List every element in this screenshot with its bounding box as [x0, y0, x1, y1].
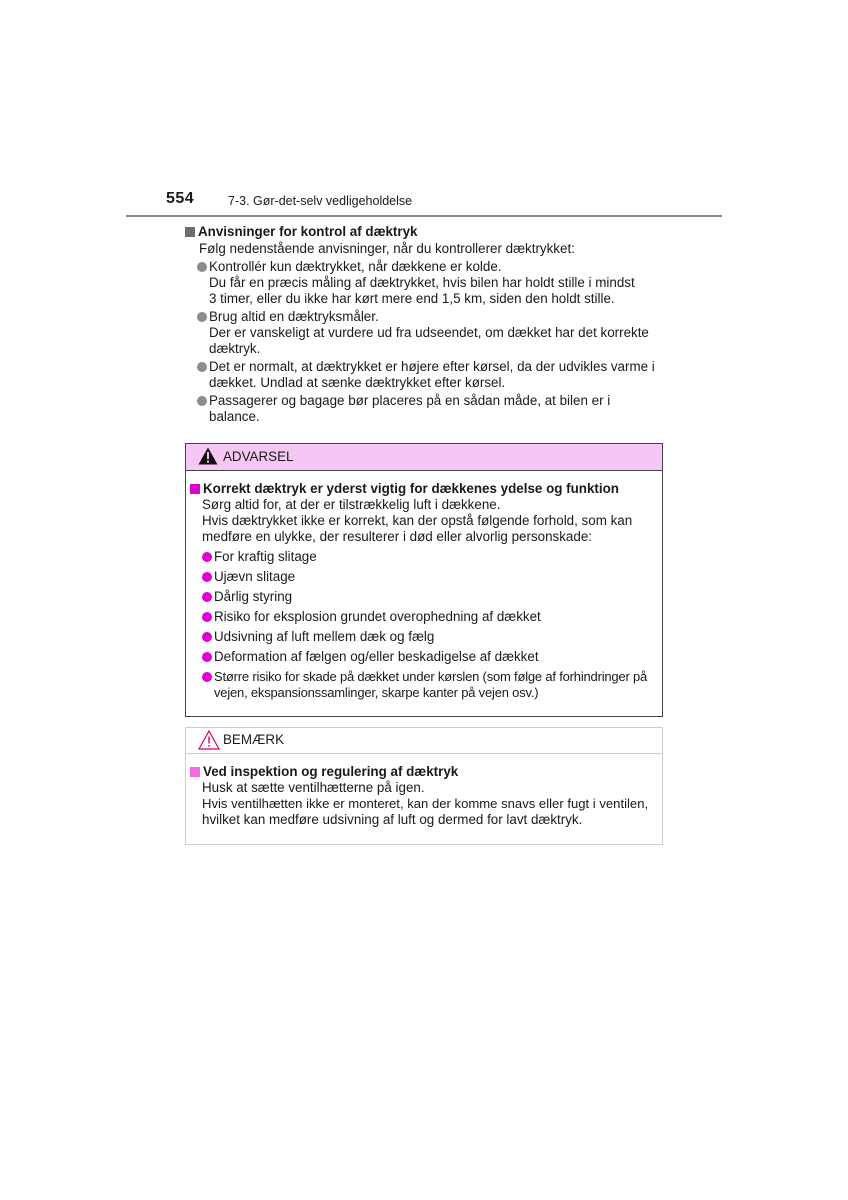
warning-box	[185, 443, 663, 717]
bullet-line: dæktryk.	[209, 341, 261, 356]
bullet-line: Der er vanskeligt at vurdere ud fra udseendet, om dækket har det korrekte	[209, 325, 649, 340]
list-item	[185, 259, 663, 307]
warning-text-line: medføre en ulykke, der resulterer i død eller alvorlig personskade:	[202, 529, 592, 544]
list-item	[190, 609, 654, 625]
header-divider	[126, 215, 722, 217]
note-text	[190, 780, 654, 828]
caution-triangle-outline-icon	[198, 730, 220, 750]
bullet-dot-icon	[202, 592, 212, 602]
warning-triangle-icon	[198, 447, 218, 465]
bullet-line: Kontrollér kun dæktrykket, når dækkene er kolde.	[209, 259, 502, 274]
bullet-line: balance.	[209, 409, 260, 424]
bullet-line: Det er normalt, at dæktrykket er højere efter kørsel, da der udvikles varme i	[209, 359, 655, 374]
list-item	[190, 649, 654, 665]
list-item	[190, 669, 654, 701]
page-number: 554	[166, 190, 195, 207]
note-text-line: Husk at sætte ventilhætterne på igen.	[202, 780, 425, 795]
warning-header	[186, 444, 662, 471]
bullet-line: Risiko for eksplosion grundet overophedning af dækket	[214, 609, 541, 624]
note-box	[185, 727, 663, 845]
square-bullet-icon	[190, 484, 200, 494]
note-text-line: hvilket kan medføre udsivning af luft og dermed for lavt dæktryk.	[202, 812, 583, 827]
bullet-line: For kraftig slitage	[214, 549, 317, 564]
list-item	[185, 393, 663, 425]
bullet-dot-icon	[202, 612, 212, 622]
bullet-line: Dårlig styring	[214, 589, 293, 604]
warning-heading	[190, 481, 654, 497]
list-item	[190, 589, 654, 605]
bullet-line: dækket. Undlad at sænke dæktrykket efter kørsel.	[209, 375, 506, 390]
bullet-line: 3 timer, eller du ikke har kørt mere end 1,5 km, siden den holdt stille.	[209, 291, 615, 306]
warning-body	[190, 481, 654, 701]
page-header	[126, 190, 722, 218]
bullet-dot-icon	[202, 672, 212, 682]
note-header	[186, 728, 662, 754]
list-item	[190, 629, 654, 645]
bullet-line: Passagerer og bagage bør placeres på en sådan måde, at bilen er i	[209, 393, 611, 408]
square-bullet-icon	[190, 767, 200, 777]
list-item	[190, 549, 654, 565]
bullet-dot-icon	[202, 572, 212, 582]
warning-text	[190, 497, 654, 545]
square-bullet-icon	[185, 227, 195, 237]
main-heading	[185, 224, 663, 240]
warning-heading-text: Korrekt dæktryk er yderst vigtig for dækkenes ydelse og funktion	[203, 481, 619, 496]
note-heading-text: Ved inspektion og regulering af dæktryk	[203, 764, 459, 779]
bullet-dot-icon	[202, 632, 212, 642]
list-item	[190, 569, 654, 585]
bullet-dot-icon	[197, 262, 207, 272]
main-heading-text: Anvisninger for kontrol af dæktryk	[198, 224, 418, 239]
bullet-dot-icon	[197, 362, 207, 372]
bullet-line: vejen, ekspansionssamlinger, skarpe kanter på vejen osv.)	[214, 685, 539, 700]
main-intro: Følg nedenstående anvisninger, når du kontrollerer dæktrykket:	[199, 241, 575, 256]
bullet-line: Ujævn slitage	[214, 569, 296, 584]
warning-text-line: Sørg altid for, at der er tilstrækkelig luft i dækkene.	[202, 497, 501, 512]
bullet-dot-icon	[202, 652, 212, 662]
note-text-line: Hvis ventilhætten ikke er monteret, kan der komme snavs eller fugt i ventilen,	[202, 796, 649, 811]
main-content	[185, 224, 663, 425]
bullet-dot-icon	[197, 312, 207, 322]
note-body	[190, 764, 654, 828]
list-item	[185, 309, 663, 357]
section-title: 7-3. Gør-det-selv vedligeholdelse	[228, 194, 413, 208]
bullet-dot-icon	[197, 396, 207, 406]
main-bullet-list	[185, 259, 663, 425]
note-label: BEMÆRK	[223, 732, 285, 747]
bullet-line: Udsivning af luft mellem dæk og fælg	[214, 629, 435, 644]
warning-text-line: Hvis dæktrykket ikke er korrekt, kan der opstå følgende forhold, som kan	[202, 513, 633, 528]
note-heading	[190, 764, 654, 780]
warning-label: ADVARSEL	[223, 449, 294, 464]
bullet-line: Du får en præcis måling af dæktrykket, hvis bilen har holdt stille i mindst	[209, 275, 635, 290]
bullet-line: Deformation af fælgen og/eller beskadigelse af dækket	[214, 649, 539, 664]
bullet-dot-icon	[202, 552, 212, 562]
bullet-line: Større risiko for skade på dækket under kørslen (som følge af forhindringer på	[214, 669, 648, 684]
list-item	[185, 359, 663, 391]
bullet-line: Brug altid en dæktryksmåler.	[209, 309, 379, 324]
